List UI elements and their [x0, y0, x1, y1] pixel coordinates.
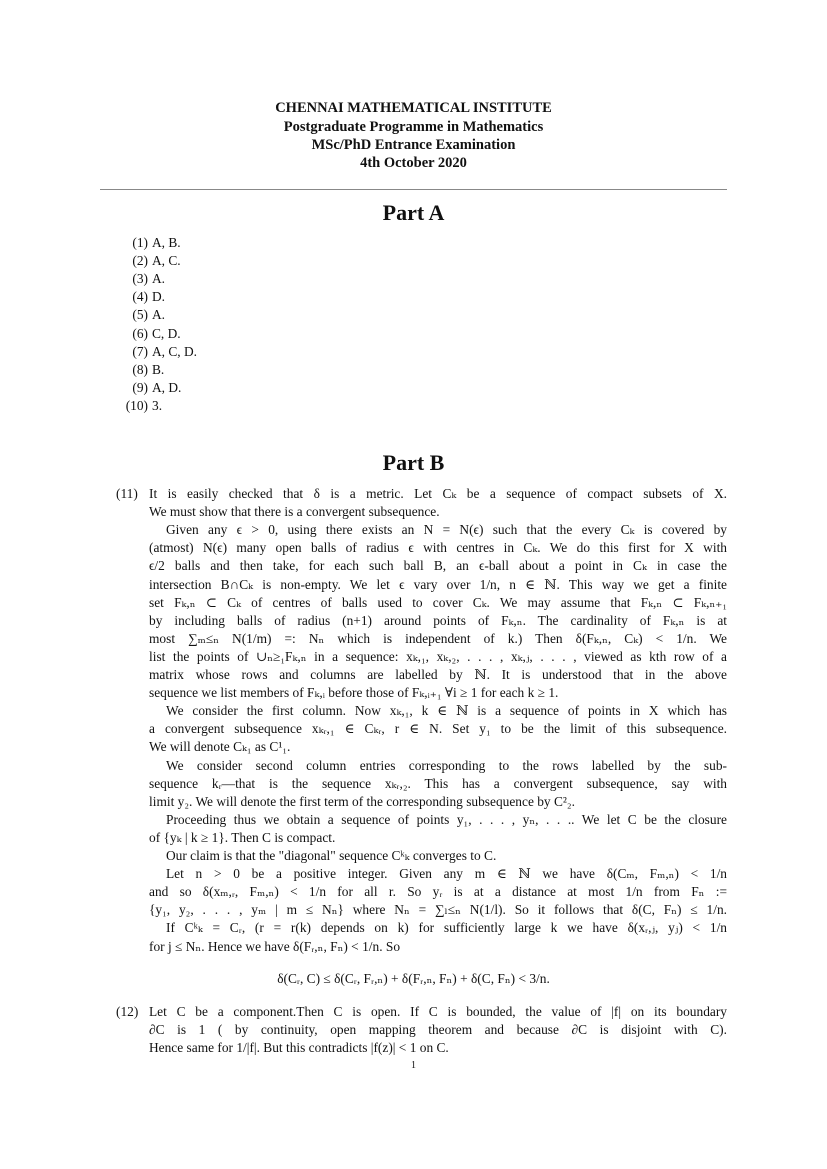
q11-equation: δ(Cᵣ, C) ≤ δ(Cᵣ, Fᵣ,ₙ) + δ(Fᵣ,ₙ, Fₙ) + δ(C, Fₙ) < 3/n. [277, 971, 550, 986]
answer-value: A, C, D. [152, 343, 198, 359]
text-line: list the points of ∪ₙ≥₁Fₖ,ₙ in a sequence: xₖ,₁, xₖ,₂, . . . , xₖ,ⱼ, . . . , viewed as kth row of a [149, 648, 727, 664]
text-line: intersection B∩Cₖ is non-empty. We let ϵ vary over 1/n, n ∈ ℕ. This way we get a finite [149, 576, 727, 592]
answer-number: (8) [132, 361, 148, 377]
answer-item [116, 344, 316, 360]
text-line: sequence kᵣ—that is the sequence xₖᵣ,₂. This has a convergent subsequence, say with [149, 775, 727, 791]
text-line: ϵ/2 balls and then take, for each such ball B, an ϵ-ball about a point in Cₖ in case the [149, 558, 727, 574]
text-line: Let C be a component.Then C is open. If C is bounded, the value of |f| on its boundary [149, 1004, 727, 1019]
answer-value: A, D. [152, 379, 182, 395]
answer-item [116, 380, 316, 396]
text-line: {y₁, y₂, . . . , yₘ | m ≤ Nₙ} where Nₙ = ∑ₗ≤ₙ N(1/l). So it follows that δ(C, Fₙ) ≤ 1/n. [149, 902, 727, 918]
page-number: 1 [411, 1060, 416, 1071]
answer-item [116, 271, 316, 287]
answer-number: (9) [132, 379, 148, 395]
q12-number: (12) [116, 1004, 139, 1019]
answer-value: D. [152, 289, 166, 305]
answer-value: A. [152, 271, 166, 287]
answer-value: 3. [152, 397, 163, 413]
part-a-title: Part A [382, 200, 445, 225]
text-line: most ∑ₘ≤ₙ N(1/m) =: Nₙ which is independent of k.) Then δ(Fₖ,ₙ, Cₖ) < 1/n. We [149, 630, 727, 646]
text-line: (atmost) N(ϵ) many open balls of radius ϵ with centres in Cₖ. We do this first for X with [149, 540, 727, 556]
text-line: ∂C is 1 ( by continuity, open mapping theorem and because ∂C is disjoint with C). [149, 1022, 727, 1038]
answer-value: A. [152, 307, 166, 323]
answer-number: (6) [132, 325, 148, 341]
text-line: It is easily checked that δ is a metric. Let Cₖ be a sequence of compact subsets of X. [149, 486, 727, 501]
answer-number: (10) [125, 397, 148, 413]
answer-item [116, 235, 316, 251]
answer-item [116, 253, 316, 269]
text-line: We will denote Cₖ₁ as C¹₁. [149, 739, 291, 755]
text-line: Our claim is that the "diagonal" sequence Cᵏₖ converges to C. [166, 848, 497, 863]
answer-number: (4) [132, 289, 148, 305]
q11-number: (11) [116, 486, 138, 501]
answer-number: (1) [132, 235, 148, 250]
answer-value: C, D. [152, 325, 181, 341]
answer-number: (7) [132, 343, 148, 359]
answer-item [116, 307, 316, 323]
text-line: and so δ(xₘ,ᵣ, Fₘ,ₙ) < 1/n for all r. So yᵣ is at a distance at most 1/n from Fₙ := [149, 884, 727, 900]
part-b-title: Part B [382, 450, 445, 475]
institute-title: CHENNAI MATHEMATICAL INSTITUTE [275, 100, 552, 116]
answer-number: (5) [132, 307, 148, 323]
text-line: matrix whose rows and columns are labelled by ℕ. It is understood that in the above [149, 667, 727, 682]
answer-number: (3) [132, 271, 148, 287]
answer-value: A, B. [152, 235, 181, 250]
answer-item [116, 326, 316, 342]
answer-item [116, 362, 316, 378]
text-line: by including balls of radius (n+1) around points of Fₖ,ₙ. The cardinality of Fₖ,ₙ is at [149, 612, 727, 628]
text-line: Proceeding thus we obtain a sequence of points y₁, . . . , yₙ, . . .. We let C be the closure [166, 811, 727, 827]
text-line: limit y₂. We will denote the first term of the corresponding subsequence by C²₂. [149, 793, 575, 809]
text-line: We consider the first column. Now xₖ,₁, k ∈ ℕ is a sequence of points in X which has [166, 703, 727, 719]
answer-value: A, C. [152, 253, 181, 269]
text-line: We must show that there is a convergent subsequence. [149, 504, 440, 520]
text-line: for j ≤ Nₙ. Hence we have δ(Fᵣ,ₙ, Fₙ) < 1/n. So [149, 938, 401, 954]
text-line: a convergent subsequence xₖᵣ,₁ ∈ Cₖᵣ, r ∈ N. Set y₁ to be the limit of this subsequence. [149, 721, 727, 737]
text-line: Let n > 0 be a positive integer. Given any m ∈ ℕ we have δ(Cₘ, Fₘ,ₙ) < 1/n [166, 866, 727, 882]
text-line: We consider second column entries corresponding to the rows labelled by the sub- [166, 757, 727, 773]
exam-title: MSc/PhD Entrance Examination [311, 137, 516, 153]
programme-title: Postgraduate Programme in Mathematics [283, 119, 544, 135]
text-line: of {yₖ | k ≥ 1}. Then C is compact. [149, 829, 336, 845]
answer-item [116, 289, 316, 305]
answer-value: B. [152, 361, 165, 377]
text-line: Hence same for 1/|f|. But this contradicts |f(z)| < 1 on C. [149, 1040, 449, 1056]
text-line: sequence we list members of Fₖ,ᵢ before those of Fₖ,ᵢ₊₁ ∀i ≥ 1 for each k ≥ 1. [149, 685, 559, 701]
text-line: set Fₖ,ₙ ⊂ Cₖ of centres of balls used to cover Cₖ. We may assume that Fₖ,ₙ ⊂ Fₖ,ₙ₊₁ [149, 594, 727, 610]
answer-number: (2) [132, 253, 148, 269]
answer-item [116, 398, 316, 414]
header-rule [100, 189, 727, 190]
text-line: If Cᵏₖ = Cᵣ, (r = r(k) depends on k) for sufficiently large k we have δ(xᵣ,ⱼ, yⱼ) < 1/n [166, 920, 727, 936]
text-line: Given any ϵ > 0, using there exists an N = N(ϵ) such that the every Cₖ is covered by [166, 522, 727, 538]
exam-date: 4th October 2020 [360, 155, 467, 171]
